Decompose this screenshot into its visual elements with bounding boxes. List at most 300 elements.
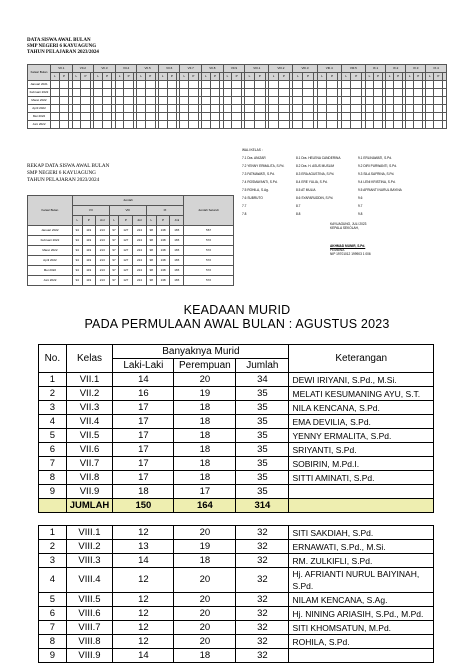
mini-cell	[434, 89, 443, 97]
rekap-cell: 138	[156, 246, 170, 256]
mini-cell	[115, 121, 124, 129]
mini-cell	[81, 89, 91, 97]
mini-month: Mei 2022	[28, 113, 51, 121]
mini-cell	[245, 97, 255, 105]
mini-cell	[202, 81, 211, 89]
row-jumlah: 32	[236, 635, 289, 649]
mini-class-header: VIII.1	[245, 65, 269, 73]
mini-cell	[189, 121, 199, 129]
mini-class-header: VII.4	[115, 65, 137, 73]
mini-cell	[365, 113, 373, 121]
mini-cell	[94, 121, 103, 129]
rekap-row	[28, 256, 234, 266]
rekap-month: Januari 2022	[28, 226, 73, 236]
wali-item: 7.6 SUBRUTO	[242, 196, 263, 200]
rekap-cell: 572	[184, 266, 234, 276]
wali-item: 7.7	[242, 204, 247, 208]
mini-month: Juni 2022	[28, 121, 51, 129]
mini-cell	[137, 81, 146, 89]
mini-cell	[373, 89, 382, 97]
mini-cell	[351, 97, 362, 105]
mini-sub-p: P	[254, 73, 265, 81]
mini-cell	[158, 81, 167, 89]
mini-sub-jml	[443, 73, 447, 81]
rekap-cell: 97	[109, 226, 119, 236]
row-perempuan: 18	[174, 471, 236, 485]
mini-cell	[51, 81, 60, 89]
wali-item: 9.4 LENI KRISTINA, S.Pd.	[358, 180, 396, 184]
rekap-cell: 213	[95, 276, 109, 286]
mini-cell	[94, 97, 103, 105]
mini-cell	[394, 113, 403, 121]
row-jumlah: 35	[236, 429, 289, 443]
wali-item: 7.2 YENNY ERMALITA, S.Pd.	[242, 164, 285, 168]
mini-cell	[414, 81, 423, 89]
rekap-cell: 572	[184, 236, 234, 246]
row-perempuan: 18	[174, 429, 236, 443]
mini-cell	[293, 105, 303, 113]
row-kelas: VIII.9	[66, 649, 113, 663]
row-keterangan: SITTI AMINATI, S.Pd.	[289, 471, 434, 485]
mini-cell	[72, 97, 81, 105]
mini-class-header: VII.6	[158, 65, 180, 73]
mini-cell	[210, 121, 220, 129]
mini-cell	[81, 105, 91, 113]
mini-row	[28, 105, 447, 113]
row-no: 3	[39, 554, 67, 568]
mini-cell	[232, 121, 242, 129]
wali-item: 9.1 ERLINAWATI, S.Pd.	[358, 156, 392, 160]
row-keterangan: NILAM KENCANA, S.Ag.	[289, 593, 434, 607]
rekap-sub-header: L	[146, 216, 156, 226]
mini-cell	[145, 81, 155, 89]
rekap-cell: 98	[146, 246, 156, 256]
mini-sub-p: P	[303, 73, 314, 81]
mini-cell	[341, 89, 351, 97]
rekap-cell: 572	[184, 256, 234, 266]
wali-item: 8.5 AT MULIA	[296, 188, 316, 192]
rekap-row	[28, 226, 234, 236]
mini-cell	[254, 89, 265, 97]
mini-cell	[414, 121, 423, 129]
row-no: 8	[39, 635, 67, 649]
header-banyaknya: Banyaknya Murid	[113, 345, 289, 359]
row-no: 1	[39, 526, 67, 540]
header-keterangan: Keterangan	[289, 345, 434, 373]
mini-cell	[202, 89, 211, 97]
mini-cell	[327, 105, 338, 113]
rekap-sub-header: L	[72, 216, 82, 226]
mini-cell	[373, 97, 382, 105]
rekap-row	[28, 246, 234, 256]
row-laki: 17	[113, 429, 174, 443]
mini-sub-l: L	[115, 73, 124, 81]
row-keterangan	[289, 649, 434, 663]
header-kelas: Kelas	[66, 345, 113, 373]
mini-sub-p: P	[373, 73, 382, 81]
mini-row	[28, 121, 447, 129]
student-row	[39, 568, 434, 593]
rekap-cell: 224	[133, 256, 147, 266]
mini-cell	[223, 121, 232, 129]
row-no: 7	[39, 621, 67, 635]
rekap-cell: 119	[82, 266, 95, 276]
sign-nip: NIP 19701012 199903 1 006	[330, 252, 371, 256]
main-title-line1: KEADAAN MURID	[183, 303, 291, 317]
mini-cell	[278, 121, 289, 129]
mini-cell	[373, 113, 382, 121]
rekap-title	[27, 163, 109, 184]
rekap-cell: 119	[82, 246, 95, 256]
mini-cell	[124, 89, 134, 97]
mini-cell	[406, 105, 414, 113]
mini-cell	[351, 113, 362, 121]
mini-cell	[443, 89, 447, 97]
mini-cell	[394, 89, 403, 97]
mini-cell	[124, 97, 134, 105]
mini-class-header: VIII.3	[293, 65, 317, 73]
main-table	[38, 344, 434, 663]
mini-sub-p: P	[327, 73, 338, 81]
mini-cell	[303, 113, 314, 121]
row-perempuan: 20	[174, 621, 236, 635]
mini-cell	[223, 81, 232, 89]
mini-cell	[223, 97, 232, 105]
sign-name: AKHMAD MUNIR, S.Pd.	[330, 244, 366, 248]
rekap-cell: 165	[170, 236, 184, 246]
mini-cell	[426, 97, 434, 105]
mini-cell	[202, 97, 211, 105]
mini-cell	[341, 105, 351, 113]
row-no: 7	[39, 457, 67, 471]
wali-item: 9.5 AFRIANTI NURUL BAYINA	[358, 188, 402, 192]
mini-class-header: VII.8	[202, 65, 224, 73]
rekap-cell: 224	[133, 276, 147, 286]
header-no: No.	[39, 345, 67, 373]
mini-cell	[414, 105, 423, 113]
mini-cell	[167, 121, 177, 129]
main-title	[0, 303, 474, 331]
row-no: 4	[39, 415, 67, 429]
row-kelas: VII.8	[66, 471, 113, 485]
student-row	[39, 443, 434, 457]
mini-cell	[293, 121, 303, 129]
row-no: 5	[39, 429, 67, 443]
row-perempuan: 18	[174, 401, 236, 415]
row-perempuan: 17	[174, 485, 236, 499]
mini-sub-p: P	[81, 73, 91, 81]
row-perempuan: 20	[174, 607, 236, 621]
mini-cell	[406, 81, 414, 89]
mini-cell	[434, 121, 443, 129]
rekap-table	[27, 195, 234, 286]
row-laki: 16	[113, 387, 174, 401]
rekap-sub-header: L	[109, 216, 119, 226]
row-kelas: VIII.5	[66, 593, 113, 607]
rekap-grade-header: VIII	[109, 206, 146, 216]
mini-sub-p: P	[278, 73, 289, 81]
mini-cell	[202, 113, 211, 121]
row-kelas: VII.7	[66, 457, 113, 471]
row-laki: 17	[113, 471, 174, 485]
mini-cell	[59, 105, 69, 113]
mini-cell	[59, 113, 69, 121]
row-laki: 12	[113, 526, 174, 540]
mini-cell	[278, 105, 289, 113]
row-kelas: VIII.1	[66, 526, 113, 540]
rekap-month: April 2022	[28, 256, 73, 266]
mini-cell	[158, 121, 167, 129]
rekap-cell: 213	[95, 256, 109, 266]
rekap-title-line: TAHUN PELAJARAN 2023/2024	[27, 177, 100, 183]
row-keterangan: EMA DEVILIA, S.Pd.	[289, 415, 434, 429]
mini-cell	[341, 113, 351, 121]
row-no: 6	[39, 443, 67, 457]
row-jumlah: 32	[236, 526, 289, 540]
mini-cell	[145, 121, 155, 129]
row-perempuan: 18	[174, 554, 236, 568]
rekap-cell: 138	[156, 226, 170, 236]
mini-cell	[180, 89, 189, 97]
student-row	[39, 415, 434, 429]
row-perempuan: 18	[174, 443, 236, 457]
rekap-grade-header: VII	[72, 206, 109, 216]
mini-cell	[341, 97, 351, 105]
row-jumlah: 32	[236, 649, 289, 663]
mini-cell	[94, 81, 103, 89]
mini-cell	[373, 121, 382, 129]
mini-cell	[102, 89, 112, 97]
mini-cell	[406, 97, 414, 105]
mini-cell	[59, 121, 69, 129]
mini-cell	[351, 81, 362, 89]
student-row	[39, 593, 434, 607]
row-keterangan: NILA KENCANA, S.Pd.	[289, 401, 434, 415]
mini-cell	[167, 105, 177, 113]
mini-cell	[278, 81, 289, 89]
mini-sub-l: L	[365, 73, 373, 81]
rekap-cell: 119	[82, 276, 95, 286]
rekap-cell: 119	[82, 256, 95, 266]
mini-cell	[365, 105, 373, 113]
mini-class-header: IX.3	[406, 65, 426, 73]
mini-cell	[443, 105, 447, 113]
mini-cell	[406, 113, 414, 121]
mini-cell	[365, 81, 373, 89]
row-keterangan: RM. ZULKIFLI, S.Pd.	[289, 554, 434, 568]
mini-cell	[365, 121, 373, 129]
mini-cell	[115, 97, 124, 105]
mini-cell	[245, 121, 255, 129]
mini-cell	[245, 81, 255, 89]
student-row	[39, 429, 434, 443]
mini-cell	[269, 113, 279, 121]
mini-cell	[434, 105, 443, 113]
mini-class-header: VIII.2	[269, 65, 293, 73]
row-laki: 13	[113, 540, 174, 554]
mini-corner: Kelas/ Bulan	[28, 65, 51, 81]
mini-cell	[386, 81, 394, 89]
mini-sub-l: L	[180, 73, 189, 81]
mini-class-header: VIII.5	[341, 65, 365, 73]
mini-cell	[386, 121, 394, 129]
wali-item: 7.3 FATMAWATI, S.Pd.	[242, 172, 275, 176]
row-laki: 14	[113, 373, 174, 387]
mini-cell	[137, 105, 146, 113]
rekap-sub-header: Jml	[170, 216, 184, 226]
rekap-cell: 127	[119, 236, 133, 246]
mini-sub-l: L	[426, 73, 434, 81]
rekap-cell: 567	[184, 226, 234, 236]
row-laki: 14	[113, 649, 174, 663]
jumlah-row	[39, 499, 434, 513]
rekap-cell: 572	[184, 276, 234, 286]
mini-cell	[94, 113, 103, 121]
rekap-cell: 97	[109, 276, 119, 286]
mini-cell	[189, 89, 199, 97]
student-row	[39, 554, 434, 568]
mini-cell	[145, 89, 155, 97]
student-row	[39, 526, 434, 540]
rekap-sub-header: Jml	[95, 216, 109, 226]
mini-cell	[94, 105, 103, 113]
mini-sub-l: L	[293, 73, 303, 81]
rekap-cell: 213	[95, 226, 109, 236]
student-row	[39, 635, 434, 649]
row-kelas: VIII.6	[66, 607, 113, 621]
student-row	[39, 471, 434, 485]
mini-cell	[145, 105, 155, 113]
mini-cell	[278, 89, 289, 97]
jumlah-laki: 150	[113, 499, 174, 513]
rekap-corner: Kelas/ Bulan	[28, 196, 73, 226]
row-keterangan: DEWI IRIYANI, S.Pd., M.Si.	[289, 373, 434, 387]
mini-cell	[269, 97, 279, 105]
rekap-jumlah-header: Jumlah	[72, 196, 183, 206]
row-keterangan: SOBIRIN, M.Pd.I.	[289, 457, 434, 471]
mini-cell	[94, 89, 103, 97]
row-no: 4	[39, 568, 67, 593]
mini-cell	[51, 97, 60, 105]
rekap-cell: 224	[133, 246, 147, 256]
row-jumlah: 35	[236, 415, 289, 429]
mini-cell	[443, 97, 447, 105]
mini-cell	[317, 105, 327, 113]
wali-kelas-title: WALI KELAS :	[242, 148, 263, 152]
mini-cell	[210, 97, 220, 105]
sign-place-date: KAYUAGUNG, JULI 2023	[330, 222, 367, 226]
rekap-title-line: SMP NEGERI 6 KAYUAGUNG	[27, 170, 96, 176]
mini-cell	[158, 97, 167, 105]
rekap-cell: 224	[133, 226, 147, 236]
main-title-line2: PADA PERMULAAN AWAL BULAN : AGUSTUS 2023	[84, 317, 390, 331]
student-row	[39, 621, 434, 635]
wali-item: 8.1 Dra. HELENA CANDERINA	[296, 156, 341, 160]
mini-class-header: VII.7	[180, 65, 202, 73]
mini-cell	[303, 105, 314, 113]
wali-item: 9.3 SILA SAFRINA, S.Pd.	[358, 172, 395, 176]
mini-cell	[232, 105, 242, 113]
row-perempuan: 18	[174, 415, 236, 429]
mini-cell	[72, 121, 81, 129]
row-perempuan: 20	[174, 568, 236, 593]
mini-cell	[210, 81, 220, 89]
rekap-cell: 165	[170, 276, 184, 286]
mini-cell	[180, 81, 189, 89]
mini-class-header: IX.1	[365, 65, 385, 73]
mini-cell	[434, 97, 443, 105]
mini-sub-l: L	[202, 73, 211, 81]
mini-cell	[406, 121, 414, 129]
rekap-month: Maret 2022	[28, 246, 73, 256]
mini-sub-p: P	[167, 73, 177, 81]
wali-item: 9.2 DIRI PURWANTI, S.Pd.	[358, 164, 397, 168]
mini-cell	[115, 105, 124, 113]
mini-cell	[414, 113, 423, 121]
rekap-month: Mei 2022	[28, 266, 73, 276]
mini-cell	[414, 89, 423, 97]
student-row	[39, 373, 434, 387]
rekap-month: Juni 2022	[28, 276, 73, 286]
mini-cell	[303, 81, 314, 89]
mini-cell	[394, 97, 403, 105]
mini-cell	[317, 113, 327, 121]
mini-cell	[137, 113, 146, 121]
row-keterangan: SITI SAKDIAH, S.Pd.	[289, 526, 434, 540]
mini-sub-l: L	[158, 73, 167, 81]
jumlah-perempuan: 164	[174, 499, 236, 513]
mini-cell	[245, 105, 255, 113]
mini-sub-l: L	[341, 73, 351, 81]
mini-cell	[124, 113, 134, 121]
mini-cell	[434, 81, 443, 89]
mini-sub-p: P	[189, 73, 199, 81]
row-kelas: VIII.4	[66, 568, 113, 593]
rekap-cell: 94	[72, 266, 82, 276]
mini-cell	[72, 81, 81, 89]
mini-cell	[386, 97, 394, 105]
mini-cell	[145, 113, 155, 121]
mini-class-header: IX.2	[386, 65, 406, 73]
top-title-line: TAHUN PELAJARAN 2023/2024	[27, 50, 99, 55]
row-laki: 12	[113, 607, 174, 621]
rekap-cell: 98	[146, 236, 156, 246]
mini-class-header: VIII.4	[317, 65, 341, 73]
mini-cell	[303, 97, 314, 105]
mini-cell	[189, 113, 199, 121]
mini-sub-l: L	[269, 73, 279, 81]
wali-item: 8.8	[296, 212, 301, 216]
rekap-cell: 119	[82, 236, 95, 246]
sign-role: KEPALA SEKOLAH,	[330, 226, 359, 230]
student-row	[39, 401, 434, 415]
mini-cell	[327, 113, 338, 121]
mini-cell	[269, 121, 279, 129]
mini-sub-p: P	[414, 73, 423, 81]
mini-cell	[254, 121, 265, 129]
header-perempuan: Perempuan	[174, 359, 236, 373]
rekap-cell: 165	[170, 226, 184, 236]
mini-cell	[386, 105, 394, 113]
rekap-cell: 97	[109, 256, 119, 266]
mini-cell	[158, 105, 167, 113]
mini-cell	[303, 89, 314, 97]
row-laki: 17	[113, 443, 174, 457]
row-kelas: VIII.7	[66, 621, 113, 635]
rekap-month: Februari 2022	[28, 236, 73, 246]
monthly-class-table	[27, 64, 447, 129]
rekap-cell: 165	[170, 266, 184, 276]
